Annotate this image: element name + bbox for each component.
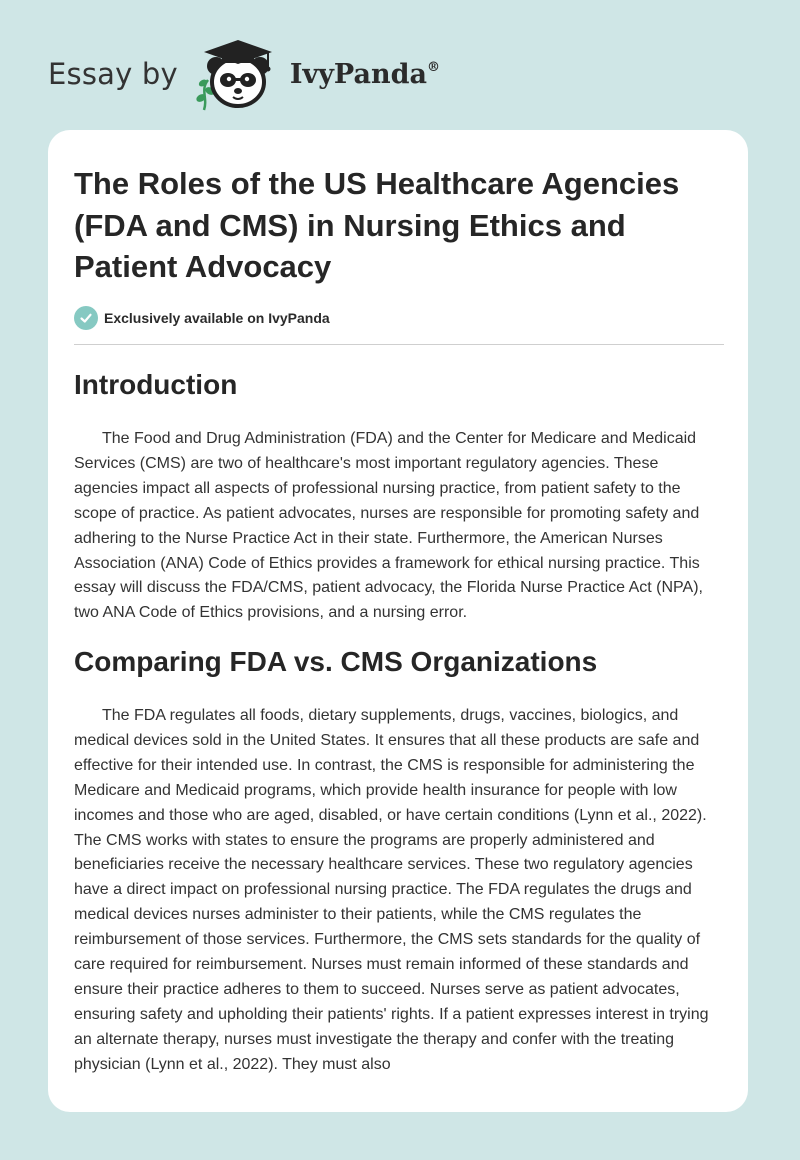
registered-mark: ® [426,59,440,75]
section-heading-comparing: Comparing FDA vs. CMS Organizations [74,646,598,677]
exclusive-badge [74,306,330,330]
exclusive-badge-label: Exclusively available on IvyPanda [104,310,330,326]
brand-name: IvyPanda [289,58,427,90]
section-paragraph-introduction: The Food and Drug Administration (FDA) and the Center for Medicare and Medicaid Services (CMS) are two of healthcare's most important regulatory agencies. These agencies impact all aspects of professional nursing practice, from patient safety to the scope of practice. As patient advocates, nurses are responsible for promoting safety and adhering to the Nurse Practice Act in their state. Furthermore, the American Nurses Association (ANA) Code of Ethics provides a framework for ethical nursing practice. This essay will discuss the FDA/CMS, patient advocacy, the Florida Nurse Practice Act (NPA), two ANA Code of Ethics provisions, and a nursing error. [74,430,703,622]
check-circle-icon [74,306,98,330]
page-title: The Roles of the US Healthcare Agencies (FDA and CMS) in Nursing Ethics and Patient Advocacy [74,166,680,284]
brand-header [48,36,440,112]
section-heading-introduction: Introduction [74,369,238,400]
ivypanda-wordmark [290,59,440,90]
section-paragraph-comparing: The FDA regulates all foods, dietary supplements, drugs, vaccines, biologics, and medical devices sold in the United States. It ensures that all these products are safe and effective for their intended use. In contrast, the CMS is responsible for administering the Medicare and Medicaid programs, which provide health insurance for people with low incomes and those who are aged, disabled, or have certain conditions (Lynn et al., 2022). The CMS works with states to ensure the programs are properly administered and beneficiaries receive the necessary healthcare services. These two regulatory agencies have a direct impact on professional nursing practice. The FDA regulates the drugs and medical devices nurses administer to their patients, while the CMS regulates the reimbursement of those services. Furthermore, the CMS sets standards for the quality of care required for reimbursement. Nurses must remain informed of these standards and ensure their practice adheres to them to succeed. Nurses serve as patient advocates, ensuring safety and upholding their patients' rights. If a patient expresses interest in trying an alternate therapy, nurses must investigate the therapy and confer with the treating physician (Lynn et al., 2022). They must also [74,707,709,1073]
essay-by-label: Essay by [48,57,178,91]
title-divider [74,344,724,345]
panda-graduate-icon [194,36,284,112]
essay-card [48,130,748,1112]
